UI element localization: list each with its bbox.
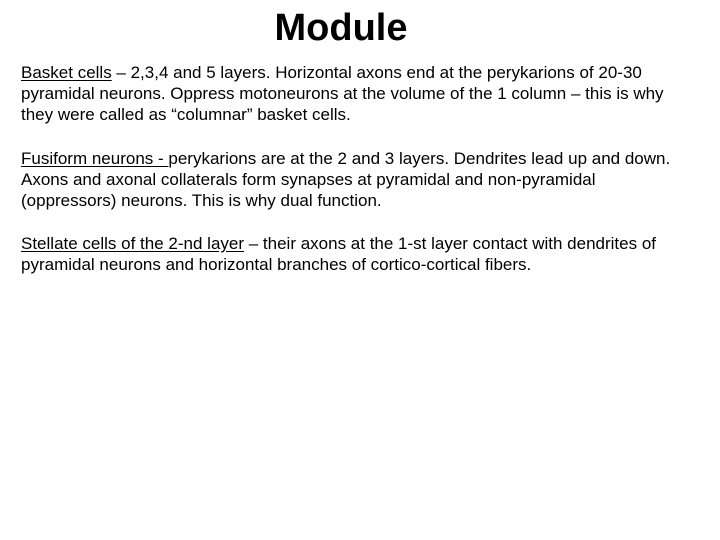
paragraph-basket-cells xyxy=(21,62,693,125)
paragraph-basket-cells-text: – 2,3,4 and 5 layers. Horizontal axons end at the perykarions of 20-30 pyramidal neurons. Oppress motoneurons at the volume of the 1 column – this is why they were called as “columnar” basket cells. xyxy=(21,63,664,124)
paragraph-fusiform-neurons-text: perykarions are at the 2 and 3 layers. Dendrites lead up and down. Axons and axonal collaterals form synapses at pyramidal and non-pyramidal (oppressors) neurons. This is why dual function. xyxy=(21,149,671,210)
slide-title: Module xyxy=(274,7,408,49)
paragraph-fusiform-neurons xyxy=(21,148,693,211)
paragraph-stellate-cells xyxy=(21,233,693,275)
term-fusiform-neurons: Fusiform neurons - xyxy=(21,149,169,168)
paragraph-stellate-cells-text: – their axons at the 1-st layer contact with dendrites of pyramidal neurons and horizontal branches of cortico-cortical fibers. xyxy=(21,234,657,274)
term-stellate-cells: Stellate cells of the 2-nd layer xyxy=(21,234,245,253)
term-basket-cells: Basket cells xyxy=(21,63,112,82)
